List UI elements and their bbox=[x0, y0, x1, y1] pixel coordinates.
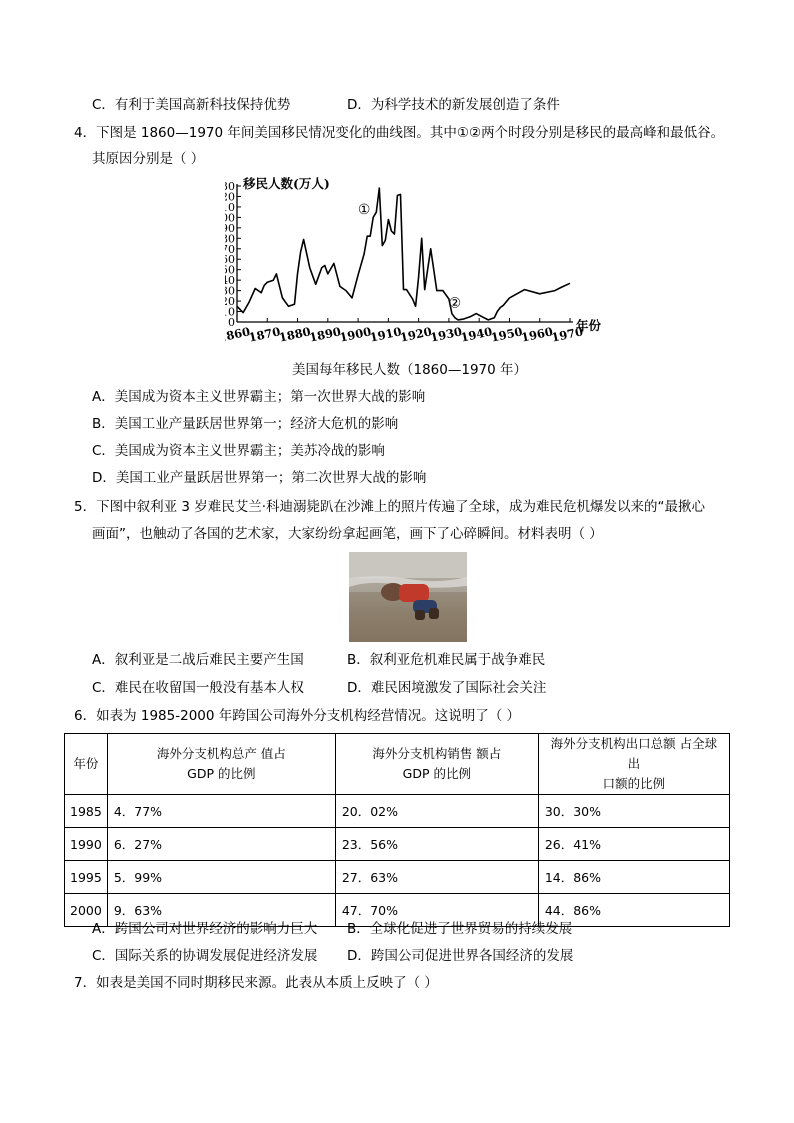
y-tick-label: 0 bbox=[227, 180, 235, 193]
y-tick-label: 0 bbox=[227, 263, 235, 277]
immigration-chart bbox=[225, 174, 615, 356]
q4-option-b: B．美国工业产量跃居世界第一；经济大危机的影响 bbox=[92, 416, 399, 432]
header-text: 口额的比例 bbox=[602, 776, 666, 791]
table-header-row bbox=[65, 734, 730, 795]
y-tick-label: 0 bbox=[227, 274, 235, 288]
table-header-cell bbox=[335, 734, 538, 795]
x-tick-label: 1950 bbox=[489, 324, 524, 345]
x-tick-label: 1930 bbox=[429, 324, 464, 345]
q6-stem: 6．如表为 1985-2000 年跨国公司海外分支机构经营情况。这说明了（ ） bbox=[74, 708, 521, 724]
q5-option-b: B．叙利亚危机难民属于战争难民 bbox=[347, 652, 546, 668]
header-text: GDP 的比例 bbox=[402, 766, 471, 781]
q5-option-d: D．难民困境激发了国际社会关注 bbox=[347, 680, 547, 696]
x-tick-label: 1900 bbox=[338, 324, 373, 345]
x-tick-label: 1940 bbox=[459, 324, 494, 345]
table-row bbox=[65, 795, 730, 828]
q3-option-d: D．为科学技术的新发展创造了条件 bbox=[347, 97, 560, 113]
header-text: 年份 bbox=[73, 756, 99, 771]
table-cell: 30．30% bbox=[538, 795, 729, 828]
table-header-cell bbox=[538, 734, 729, 795]
annotation-label: ② bbox=[448, 295, 462, 312]
y-tick-label: 0 bbox=[228, 316, 235, 329]
q4-option-a: A．美国成为资本主义世界霸主；第一次世界大战的影响 bbox=[92, 389, 426, 405]
q5-option-c: C．难民在收留国一般没有基本人权 bbox=[92, 680, 304, 696]
q6-option-a: A．跨国公司对世界经济的影响力巨大 bbox=[92, 921, 318, 937]
multinational-table bbox=[64, 733, 730, 927]
q5-stem-line1: 5．下图中叙利亚 3 岁难民艾兰·科迪溺毙趴在沙滩上的照片传遍了全球，成为难民危机爆发以来的“最揪心 bbox=[74, 499, 706, 515]
y-tick-label: 0 bbox=[227, 305, 235, 319]
table-cell: 14．86% bbox=[538, 861, 729, 894]
y-tick-label: 0 bbox=[227, 211, 235, 225]
table-cell: 5．99% bbox=[107, 861, 335, 894]
y-axis-label: 移民人数(万人) bbox=[243, 176, 330, 191]
y-tick-label: 0 bbox=[227, 284, 235, 298]
table-cell: 1985 bbox=[65, 795, 108, 828]
table-cell: 1995 bbox=[65, 861, 108, 894]
q6-option-d: D．跨国公司促进世界各国经济的发展 bbox=[347, 948, 574, 964]
q5-stem-line2: 画面”，也触动了各国的艺术家，大家纷纷拿起画笔，画下了心碎瞬间。材料表明（ ） bbox=[92, 526, 603, 542]
table-cell: 47．70% bbox=[335, 894, 538, 927]
x-tick-label: 1910 bbox=[368, 324, 403, 345]
table-cell: 26．41% bbox=[538, 828, 729, 861]
table-cell: 20．02% bbox=[335, 795, 538, 828]
table-row bbox=[65, 828, 730, 861]
x-tick-label: 1860 bbox=[225, 324, 252, 345]
x-tick-label: 1870 bbox=[247, 324, 282, 345]
q7-stem: 7．如表是美国不同时期移民来源。此表从本质上反映了（ ） bbox=[74, 975, 438, 991]
refugee-child-photo bbox=[349, 552, 467, 642]
y-tick-label: 0 bbox=[227, 253, 235, 267]
y-tick-label: 0 bbox=[227, 200, 235, 214]
x-tick-label: 1960 bbox=[519, 324, 555, 345]
table-cell: 1990 bbox=[65, 828, 108, 861]
q4-chart-caption: 美国每年移民人数（1860—1970 年） bbox=[292, 362, 528, 378]
q4-stem-line2: 其原因分别是（ ） bbox=[92, 151, 205, 167]
table-header-cell bbox=[65, 734, 108, 795]
table-cell: 9．63% bbox=[107, 894, 335, 927]
x-tick-label: 1890 bbox=[307, 324, 343, 345]
header-text: 海外分支机构销售 额占 bbox=[372, 746, 502, 761]
table-cell: 27．63% bbox=[335, 861, 538, 894]
table-cell: 23．56% bbox=[335, 828, 538, 861]
y-tick-label: 0 bbox=[227, 295, 235, 309]
annotation-label: ① bbox=[357, 202, 371, 219]
header-text: 海外分支机构出口总额 占全球出 bbox=[550, 736, 718, 771]
header-text: 海外分支机构总产 值占 bbox=[156, 746, 286, 761]
table-cell: 4．77% bbox=[107, 795, 335, 828]
table-header-cell bbox=[107, 734, 335, 795]
q3-option-c: C．有利于美国高新科技保持优势 bbox=[92, 97, 291, 113]
q4-option-c: C．美国成为资本主义世界霸主；美苏冷战的影响 bbox=[92, 443, 385, 459]
header-text: GDP 的比例 bbox=[187, 766, 256, 781]
table-cell: 6．27% bbox=[107, 828, 335, 861]
refugee-child-photo-art bbox=[349, 552, 467, 642]
immigration-chart-svg bbox=[225, 174, 615, 356]
series-line bbox=[237, 188, 570, 320]
table-cell: 44．86% bbox=[538, 894, 729, 927]
x-tick-label: 1920 bbox=[398, 324, 433, 345]
y-tick-label: 0 bbox=[227, 190, 235, 204]
y-tick-label: 0 bbox=[227, 232, 235, 246]
q6-option-c: C．国际关系的协调发展促进经济发展 bbox=[92, 948, 318, 964]
q4-stem-line1: 4．下图是 1860—1970 年间美国移民情况变化的曲线图。其中①②两个时段分别是移民的最高峰和最低谷。 bbox=[74, 125, 725, 141]
x-tick-label: 1970 bbox=[550, 324, 585, 345]
q4-option-d: D．美国工业产量跃居世界第一；第二次世界大战的影响 bbox=[92, 470, 427, 486]
q6-option-b: B．全球化促进了世界贸易的持续发展 bbox=[347, 921, 573, 937]
y-tick-label: 0 bbox=[227, 242, 235, 256]
table-row bbox=[65, 861, 730, 894]
x-axis-label: 年份 bbox=[576, 318, 602, 333]
q5-option-a: A．叙利亚是二战后难民主要产生国 bbox=[92, 652, 304, 668]
x-tick-label: 1880 bbox=[277, 324, 312, 345]
table-cell: 2000 bbox=[65, 894, 108, 927]
y-tick-label: 0 bbox=[227, 221, 235, 235]
